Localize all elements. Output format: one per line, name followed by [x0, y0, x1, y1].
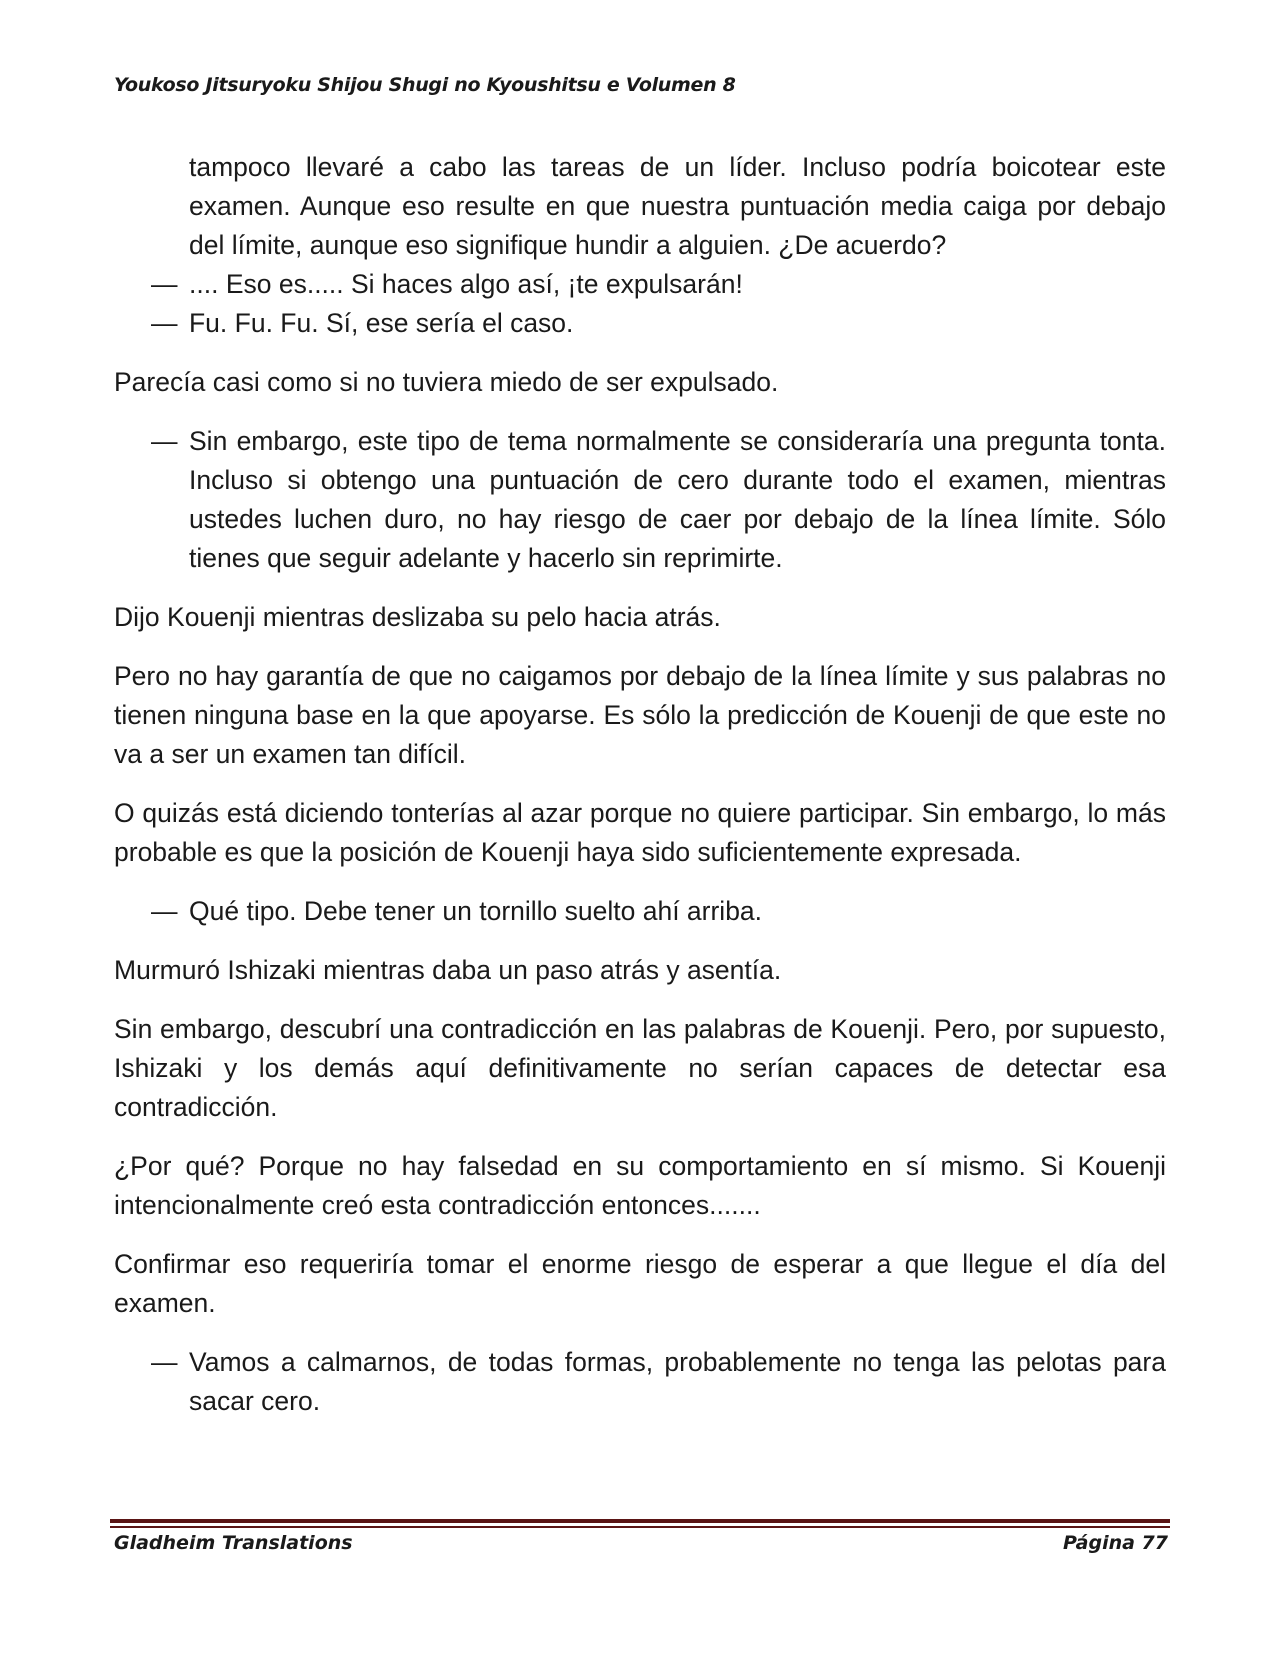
paragraph: Murmuró Ishizaki mientras daba un paso atrás y asentía. — [114, 955, 782, 985]
dialogue-text: Qué tipo. Debe tener un tornillo suelto ahí arriba. — [189, 896, 763, 926]
dialogue-dash: — — [151, 308, 178, 338]
dialogue-line — [114, 304, 1166, 343]
page-number: Página 77 — [1062, 1532, 1168, 1554]
dialogue-text: Fu. Fu. Fu. Sí, ese sería el caso. — [189, 308, 574, 338]
paragraph: Pero no hay garantía de que no caigamos por debajo de la línea límite y sus palabras no tienen ninguna base en la que apoyarse. Es sólo la predicción de Kouenji de que este no va a ser un examen tan difícil. — [114, 661, 1166, 769]
footer-rule — [110, 1519, 1170, 1523]
dialogue-line — [114, 422, 1166, 578]
dialogue-text: Sin embargo, este tipo de tema normalmente se consideraría una pregunta tonta. Incluso si obtengo una puntuación de cero durante todo el examen, mientras ustedes luchen duro, no hay riesgo de caer por debajo de la línea límite. Sólo tienes que seguir adelante y hacerlo sin reprimirte. — [189, 426, 1166, 573]
paragraph: Dijo Kouenji mientras deslizaba su pelo hacia atrás. — [114, 602, 721, 632]
dialogue-text: .... Eso es..... Si haces algo así, ¡te expulsarán! — [189, 269, 743, 299]
paragraph: Parecía casi como si no tuviera miedo de ser expulsado. — [114, 367, 779, 397]
paragraph: O quizás está diciendo tonterías al azar porque no quiere participar. Sin embargo, lo más probable es que la posición de Kouenji haya sido suficientemente expresada. — [114, 798, 1166, 867]
running-header: Youkoso Jitsuryoku Shijou Shugi no Kyoushitsu e Volumen 8 — [114, 74, 736, 96]
dialogue-dash: — — [151, 896, 178, 926]
footer-rule-thin — [110, 1526, 1170, 1528]
paragraph: Sin embargo, descubrí una contradicción en las palabras de Kouenji. Pero, por supuesto, Ishizaki y los demás aquí definitivamente no serían capaces de detectar esa contradicción. — [114, 1014, 1166, 1122]
dialogue-dash: — — [151, 269, 178, 299]
dialogue-dash: — — [151, 1347, 178, 1377]
page-body — [114, 148, 1166, 1421]
continued-dialogue: tampoco llevaré a cabo las tareas de un líder. Incluso podría boicotear este examen. Aunque eso resulte en que nuestra puntuación media caiga por debajo del límite, aunque eso signifique hundir a alguien. ¿De acuerdo? — [189, 152, 1166, 260]
dialogue-text: Vamos a calmarnos, de todas formas, probablemente no tenga las pelotas para sacar cero. — [189, 1347, 1166, 1416]
paragraph: ¿Por qué? Porque no hay falsedad en su comportamiento en sí mismo. Si Kouenji intencionalmente creó esta contradicción entonces....... — [114, 1151, 1166, 1220]
dialogue-line — [114, 265, 1166, 304]
dialogue-dash: — — [151, 426, 178, 456]
paragraph: Confirmar eso requeriría tomar el enorme riesgo de esperar a que llegue el día del examen. — [114, 1249, 1166, 1318]
dialogue-line — [114, 1343, 1166, 1421]
footer-credit: Gladheim Translations — [114, 1532, 353, 1554]
dialogue-line — [114, 892, 1166, 931]
